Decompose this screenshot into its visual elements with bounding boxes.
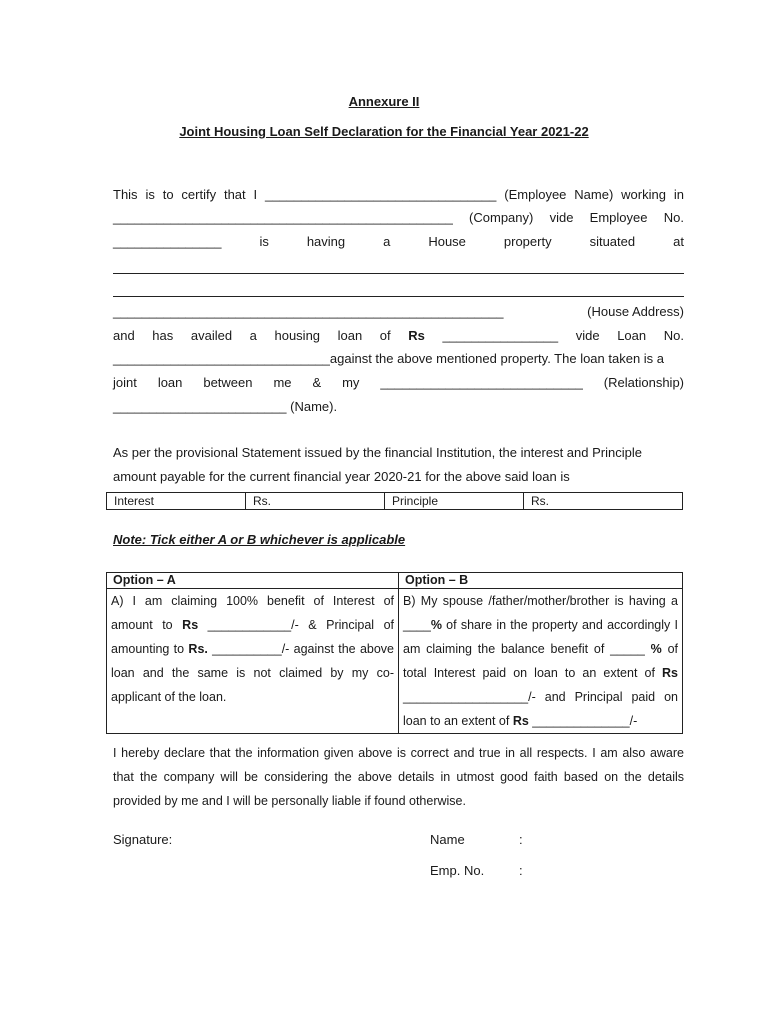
cert-line-2: _______________________________________________ (Company) vide Employee No. (113, 210, 684, 225)
cert-line-9: joint loan between me & my ____________________________ (Relationship) (113, 375, 684, 390)
annexure-heading: Annexure II (348, 94, 420, 109)
cert-line-3: _______________ is having a House property situated at (113, 234, 684, 249)
interest-label-cell: Interest (107, 493, 246, 510)
house-address-blank-3[interactable]: ______________________________________________________ (113, 304, 504, 319)
options-table (106, 572, 683, 734)
loan-number-line[interactable]: ______________________________against the above mentioned property. The loan taken is a (113, 351, 665, 366)
employee-name-blank[interactable]: ________________________________ (265, 187, 497, 202)
amounts-table (106, 492, 683, 510)
name-colon: : (519, 832, 523, 847)
table-row (107, 589, 683, 734)
cert-line-10 (113, 399, 684, 414)
principle-label-cell: Principle (385, 493, 524, 510)
emp-no-colon: : (519, 863, 523, 878)
relationship-blank[interactable]: ____________________________ (380, 375, 583, 390)
company-blank[interactable]: _______________________________________________ (113, 210, 453, 225)
option-b-header: Option – B (399, 573, 683, 589)
coapplicant-name-line[interactable]: ________________________ (Name). (113, 399, 338, 414)
cert-line-8 (113, 351, 684, 366)
emp-no-label: Emp. No. (430, 863, 485, 878)
statement-line-1: As per the provisional Statement issued by the financial Institution, the interest and Principle (113, 445, 642, 460)
loan-amount-blank[interactable]: ________________ (442, 328, 559, 343)
cert-line-1: This is to certify that I ________________________________ (Employee Name) working in (113, 187, 684, 202)
interest-amount-cell[interactable]: Rs. (246, 493, 385, 510)
name-label: Name (430, 832, 465, 847)
note-instruction: Note: Tick either A or B whichever is applicable (113, 532, 406, 547)
house-address-blank-2[interactable] (113, 296, 684, 297)
option-b-cell[interactable] (399, 589, 683, 734)
document-title: Joint Housing Loan Self Declaration for the Financial Year 2021-22 (179, 124, 589, 139)
cert-line-7: and has availed a housing loan of Rs ________________ vide Loan No. (113, 328, 684, 343)
signature-label: Signature: (113, 832, 173, 847)
principle-amount-cell[interactable]: Rs. (524, 493, 683, 510)
cert-line-6: ______________________________________________________ (House Address) (113, 304, 684, 319)
option-a-header: Option – A (107, 573, 399, 589)
option-b-text: B) My spouse /father/mother/brother is having a ____% of share in the property and accordingly I am claiming the balance benefit of _____ % of total Interest paid on loan to an extent of Rs __________________/- and Principal paid on loan to an extent of Rs ______________/- (403, 594, 678, 728)
table-header-row (107, 573, 683, 589)
statement-line-2: amount payable for the current financial year 2020-21 for the above said loan is (113, 469, 570, 484)
employee-no-blank[interactable]: _______________ (113, 234, 222, 249)
table-row (107, 493, 683, 510)
house-address-blank-1[interactable] (113, 273, 684, 274)
declaration-paragraph: I hereby declare that the information given above is correct and true in all respects. I am also aware that the company will be considering the above details in utmost good faith based on the details provided by me and I will be personally liable if found otherwise. (113, 746, 684, 808)
option-a-text: A) I am claiming 100% benefit of Interest of amount to Rs ____________/- & Principal of amounting to Rs. __________/- against the above loan and the same is not claimed by my co-applicant of the loan. (111, 594, 394, 704)
option-a-cell[interactable] (107, 589, 399, 734)
